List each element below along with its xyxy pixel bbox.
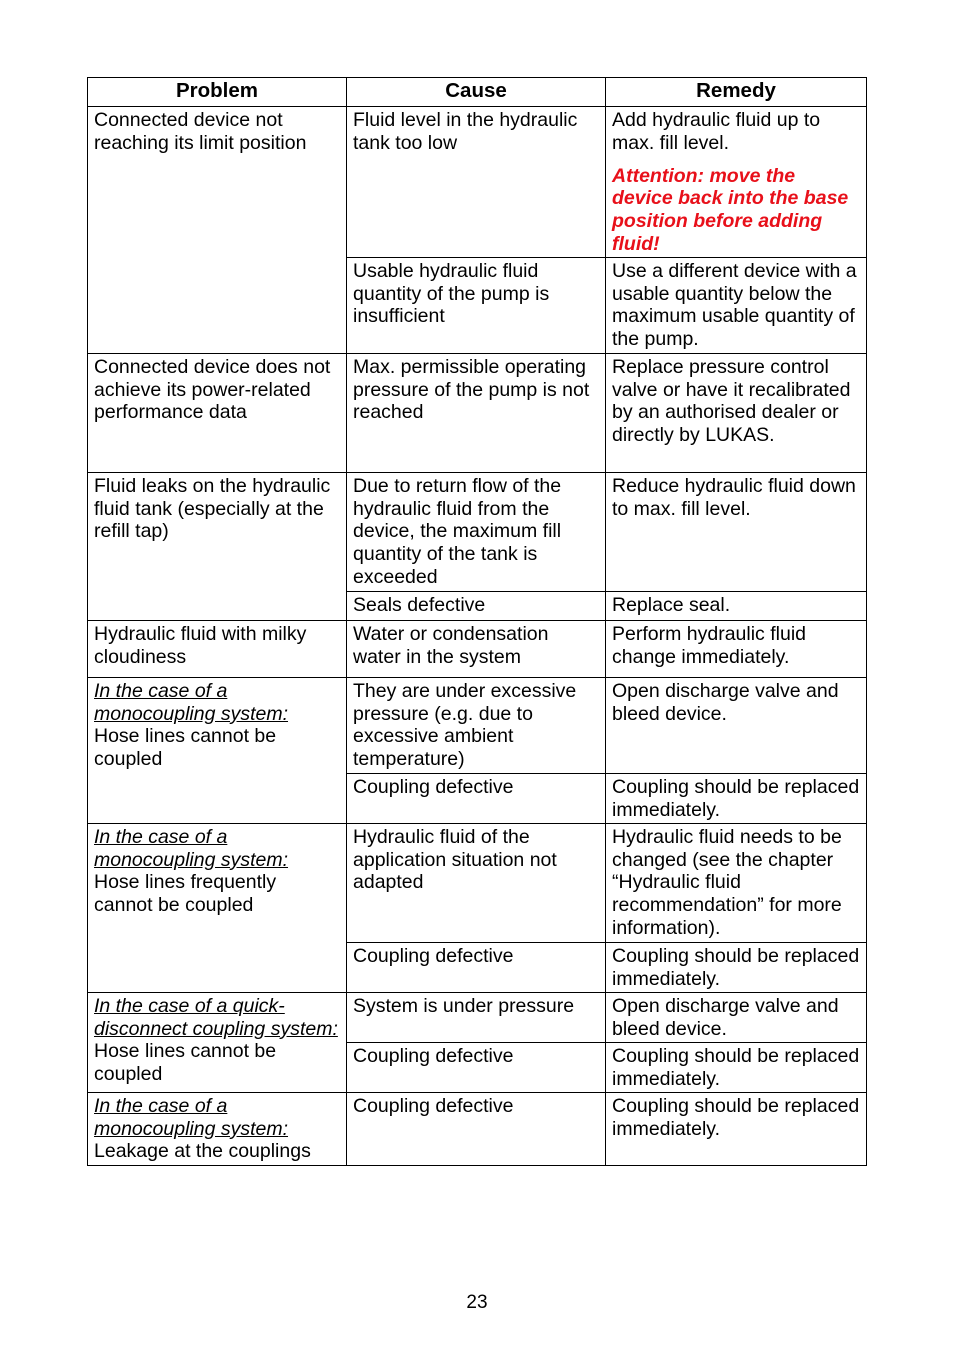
remedy-text: Coupling should be replaced immediately. [612,1044,860,1090]
problem-text: Hose lines frequently cannot be coupled [94,871,277,917]
problem-cell [88,992,347,1092]
problem-text: Leakage at the couplings [94,1140,311,1163]
problem-cell [88,620,347,677]
cause-cell [347,1042,606,1092]
page-number: 23 [466,1292,488,1313]
remedy-cell [606,591,867,620]
cause-cell [347,992,606,1042]
problem-cell [88,677,347,823]
remedy-text: Coupling should be replaced immediately. [612,944,860,990]
remedy-cell [606,773,867,823]
cause-cell [347,472,606,591]
table-row [88,472,867,591]
cause-text: Hydraulic fluid of the application situation not adapted [353,825,557,894]
cause-cell [347,823,606,942]
cause-cell [347,677,606,773]
cause-text: Water or condensation water in the system [353,622,549,668]
problem-cell [88,1092,347,1165]
cause-cell [347,353,606,472]
cause-cell [347,942,606,992]
problem-cell [88,823,347,992]
remedy-text: Replace seal. [612,593,731,616]
table-row [88,823,867,942]
remedy-cell [606,472,867,591]
cause-cell [347,591,606,620]
cause-text: Coupling defective [353,1044,514,1067]
problem-text: Hydraulic fluid with milky cloudiness [94,622,307,668]
cause-text: Fluid level in the hydraulic tank too low [353,109,578,154]
problem-lead-text: In the case of a monocoupling system: [94,825,289,871]
remedy-text: Add hydraulic fluid up to max. fill level. [612,109,821,154]
remedy-cell [606,1042,867,1092]
cause-cell [347,107,606,258]
problem-text: Connected device does not achieve its power-related performance data [94,355,331,424]
table-row [88,107,867,258]
remedy-cell [606,107,867,258]
header-remedy: Remedy [606,78,867,107]
cause-cell [347,773,606,823]
remedy-text: Use a different device with a usable quantity below the maximum usable quantity of the pump. [612,259,857,351]
problem-lead-text: In the case of a monocoupling system: [94,1094,289,1140]
remedy-cell [606,257,867,353]
cause-text: Coupling defective [353,944,514,967]
cause-cell [347,620,606,677]
remedy-text: Replace pressure control valve or have it recalibrated by an authorised dealer or directly by LUKAS. [612,355,851,447]
cause-text: Seals defective [353,593,486,616]
cause-text: Due to return flow of the hydraulic fluid from the device, the maximum fill quantity of the tank is exceeded [353,474,562,588]
table-row [88,992,867,1042]
problem-cell [88,472,347,620]
cause-text: Coupling defective [353,775,514,798]
remedy-text: Open discharge valve and bleed device. [612,679,839,725]
remedy-text: Coupling should be replaced immediately. [612,775,860,821]
cause-text: Usable hydraulic fluid quantity of the pump is insufficient [353,259,550,328]
cause-text: Max. permissible operating pressure of the pump is not reached [353,355,590,424]
cause-cell [347,1092,606,1165]
remedy-text: Perform hydraulic fluid change immediately. [612,622,806,668]
cause-cell [347,257,606,353]
problem-text: Hose lines cannot be coupled [94,1040,277,1086]
remedy-cell [606,353,867,472]
remedy-text: Open discharge valve and bleed device. [612,994,839,1040]
problem-text: Fluid leaks on the hydraulic fluid tank (especially at the refill tap) [94,474,331,543]
table-header-row [88,78,867,107]
remedy-text: Reduce hydraulic fluid down to max. fill level. [612,474,856,520]
remedy-cell [606,992,867,1042]
remedy-text: Coupling should be replaced immediately. [612,1094,860,1140]
remedy-text: Hydraulic fluid needs to be changed (see the chapter “Hydraulic fluid recommendation” for more information). [612,825,842,939]
problem-text: Hose lines cannot be coupled [94,725,277,771]
remedy-cell [606,677,867,773]
table-row [88,353,867,472]
problem-text: Connected device not reaching its limit position [94,109,307,154]
remedy-cell [606,1092,867,1165]
remedy-cell [606,823,867,942]
cause-text: System is under pressure [353,994,575,1017]
attention-note: Attention: move the device back into the base position before adding fluid! [612,164,849,255]
cause-text: Coupling defective [353,1094,514,1117]
header-cause: Cause [347,78,606,107]
problem-lead-text: In the case of a quick-disconnect coupling system: [94,994,338,1040]
remedy-cell [606,942,867,992]
problem-lead-text: In the case of a monocoupling system: [94,679,289,725]
problem-cell [88,107,347,354]
cause-text: They are under excessive pressure (e.g. due to excessive ambient temperature) [353,679,577,771]
problem-cell [88,353,347,472]
troubleshooting-table [87,77,867,1166]
remedy-cell [606,620,867,677]
table-row [88,677,867,773]
table-row [88,620,867,677]
header-problem: Problem [88,78,347,107]
table-row [88,1092,867,1165]
